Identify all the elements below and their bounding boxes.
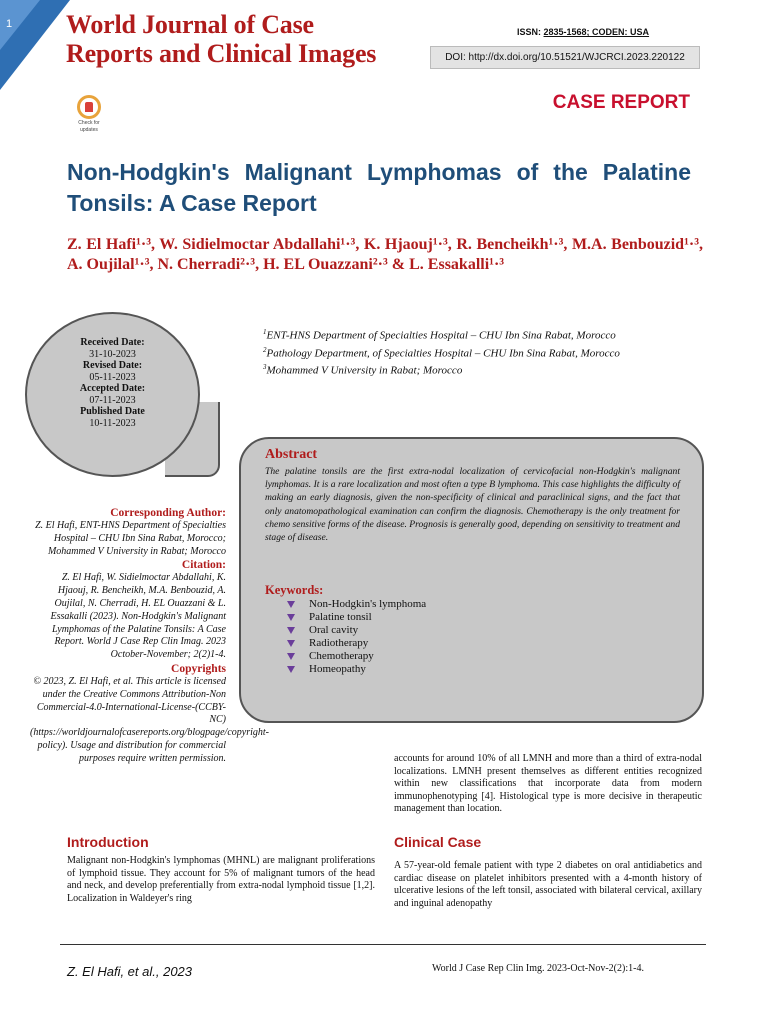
- keyword-item: Radiotherapy: [285, 637, 426, 650]
- published-date-label: Published Date: [80, 406, 145, 417]
- affiliation-item: $^2$Pathology Department, of Specialties Hospital – CHU Ibn Sina Rabat, Morocco: [263, 345, 620, 360]
- keyword-item: Non-Hodgkin's lymphoma: [285, 598, 426, 611]
- published-date: 10-11-2023: [89, 417, 136, 429]
- doi-link[interactable]: DOI: http://dx.doi.org/10.51521/WJCRCI.2023.220122: [430, 46, 700, 69]
- keywords-list: [285, 598, 426, 676]
- footer-citation: World J Case Rep Clin Img. 2023-Oct-Nov-2(2):1-4.: [432, 963, 644, 974]
- keyword-item: Oral cavity: [285, 624, 426, 637]
- copyrights-heading: Copyrights: [171, 662, 226, 675]
- affiliation-item: $^1$ENT-HNS Department of Specialties Hospital – CHU Ibn Sina Rabat, Morocco: [263, 328, 616, 342]
- corresponding-author-heading: Corresponding Author:: [110, 507, 226, 519]
- abstract-text: The palatine tonsils are the first extra-nodal localization of cervicofacial non-Hodgkin's malignant lymphomas. It is a rare localization and most often a type B lymphoma. This case highlights the difficulty of making an early diagnosis, given the non-specificity of clinical and paraclinical signs, and the fact that only anatomopathological examination can confirm the diagnosis. Chemotherapy is the only treatment for chemo sensitive forms of the disease. Prognosis is generally good, depending on sensitivity to treatment and stage of disease.: [265, 466, 680, 544]
- accepted-date-label: Accepted Date:: [79, 383, 146, 394]
- citation-heading: Citation:: [181, 559, 226, 572]
- issn-line: ISSN: 2835-1568; CODEN: USA: [517, 27, 650, 37]
- dates-panel: [25, 312, 200, 477]
- revised-date-label: Revised Date:: [82, 360, 143, 371]
- abstract-box: [239, 437, 704, 723]
- abstract-heading: Abstract: [265, 447, 318, 462]
- page-number: 1: [6, 18, 13, 30]
- bookmark-icon: [77, 95, 101, 119]
- keyword-item: Homeopathy: [285, 663, 426, 676]
- article-info-column: [30, 506, 269, 766]
- citation-text: Z. El Hafi, W. Sidielmoctar Abdallahi, K. Hjaouj, R. Bencheikh, M.A. Benbouzid, A. Oujilal, N. Cherradi, H. EL Ouazzani & L. Essakalli (2023). Non-Hodgkin's Malignant Lymphomas of the Palatine Tonsils: A Case Report. World J Case Rep Clin Imag. 2023 October-November; 2(2)1-4.: [50, 572, 226, 661]
- footer-divider: [60, 944, 706, 945]
- accepted-date: 07-11-2023: [89, 394, 136, 406]
- affiliation-item: $^3$Mohammed V University in Rabat; Morocco: [263, 363, 463, 377]
- article-title: Non-Hodgkin's Malignant Lymphomas of the Palatine Tonsils: A Case Report: [67, 159, 691, 216]
- revised-date: 05-11-2023: [89, 371, 136, 383]
- keywords-heading: Keywords:: [265, 583, 324, 597]
- author-list: Z. El Hafi¹·³, W. Sidielmoctar Abdallahi¹·³, K. Hjaouj¹·³, R. Bencheikh¹·³, M.A. Benbouzid¹·³, A. Oujilal¹·³, N. Cherradi²·³, H. EL Ouazzani²·³ & L. Essakalli¹·³: [67, 236, 703, 273]
- received-date: 31-10-2023: [89, 348, 136, 360]
- journal-title: World Journal of Case Reports and Clinical Images: [66, 10, 377, 68]
- article-type-label: CASE REPORT: [552, 92, 690, 113]
- corner-decoration: [0, 0, 70, 90]
- received-date-label: Received Date:: [80, 337, 145, 348]
- copyrights-text: © 2023, Z. El Hafi, et al. This article is licensed under the Creative Commons Attribution-Non Commercial-4.0-International-License-(CCBY-NC) (https://worldjournalofcasereports.org/blogpage/copyright-policy). Usage and distribution for commercial purposes require written permission.: [30, 675, 269, 764]
- keyword-item: Chemotherapy: [285, 650, 426, 663]
- footer-author: Z. El Hafi, et al., 2023: [67, 964, 193, 979]
- clinical-case-heading: Clinical Case: [394, 834, 482, 850]
- introduction-text: Malignant non-Hodgkin's lymphomas (MHNL) are malignant proliferations of lymphoid tissue. They account for 5% of malignant tumors of the head and neck, and develop preferentially from extra-nodal lymphoid tissue [1,2]. Localization in Waldeyer's ring: [67, 855, 375, 904]
- affiliations: [263, 325, 620, 378]
- check-for-updates-badge[interactable]: Check for updates: [69, 95, 109, 131]
- right-column-paragraph: accounts for around 10% of all LMNH and more than a third of extra-nodal localizations. LMNH present themselves as different entities recognized within new classifications that incorporate data from modern immunophenotyping [4]. Histological type is more decisive in therapeutic management than location.: [394, 753, 702, 815]
- introduction-heading: Introduction: [67, 834, 149, 850]
- issn-link[interactable]: 2835-1568; CODEN: USA: [543, 27, 650, 37]
- corresponding-author-text: Z. El Hafi, ENT-HNS Department of Specialties Hospital – CHU Ibn Sina Rabat, Morocco; Mohammed V University in Rabat; Morocco: [35, 520, 226, 557]
- keyword-item: Palatine tonsil: [285, 611, 426, 624]
- clinical-case-text: A 57-year-old female patient with type 2 diabetes on oral antidiabetics and cardiac disease on platelet inhibitors presented with a 4-month history of ulcerative lesions of the left tonsil, associated with bilateral cervical, axillary and inguinal adenopathy: [394, 860, 702, 909]
